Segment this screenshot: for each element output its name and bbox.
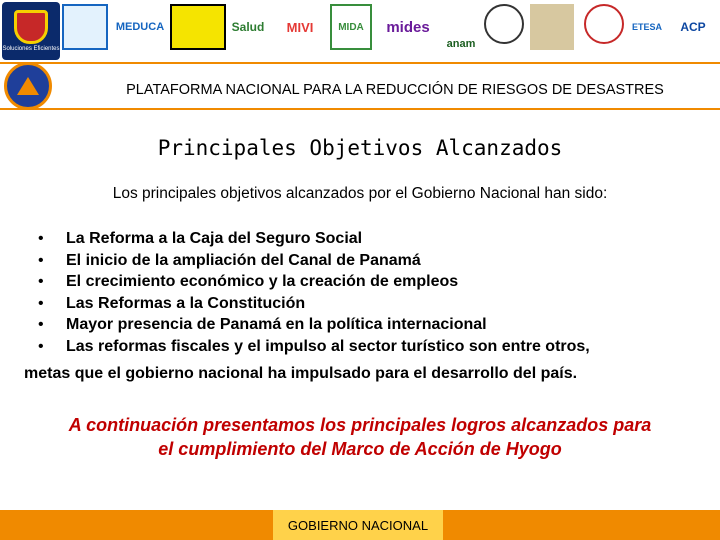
etesa-logo: ETESA (631, 22, 662, 32)
government-logo-caption: Soluciones Eficientes (2, 46, 60, 52)
header-title: PLATAFORMA NACIONAL PARA LA REDUCCIÓN DE RIESGOS DE DESASTRES (126, 82, 664, 98)
list-item: • Las reformas fiscales y el impulso al sector turístico son entre otros, (38, 336, 718, 358)
salud-logo: Salud (231, 20, 265, 34)
intro-text: Los principales objetivos alcanzados por el Gobierno Nacional han sido: (112, 185, 608, 202)
page-title: Principales Objetivos Alcanzados (157, 136, 563, 160)
bullet-icon: • (38, 337, 44, 355)
footer-bar (0, 510, 720, 540)
footer-label: GOBIERNO NACIONAL (273, 510, 443, 540)
list-item: • El crecimiento económico y la creación de empleos (38, 271, 718, 293)
acp-logo: ACP (680, 20, 706, 34)
list-item: • La Reforma a la Caja del Seguro Social (38, 228, 718, 250)
list-item: • Las Reformas a la Constitución (38, 293, 718, 315)
meduca-logo: MEDUCA (115, 21, 165, 33)
bullet-icon: • (38, 251, 44, 269)
mides-logo: mides (386, 18, 430, 36)
mida-logo: MIDA (330, 4, 372, 50)
bullet-icon: • (38, 294, 44, 312)
highlight-text (0, 413, 720, 461)
header-band (0, 62, 720, 110)
highlight-line: A continuación presentamos los principales logros alcanzados para (68, 415, 652, 435)
logo-strip (0, 0, 720, 62)
sinaproc-logo (62, 4, 108, 50)
bullet-icon: • (38, 230, 44, 247)
coat-of-arms-icon (14, 10, 48, 44)
list-item: • Mayor presencia de Panamá en la política internacional (38, 314, 718, 336)
list-item: • El inicio de la ampliación del Canal de Panamá (38, 250, 718, 272)
objectives-list (38, 228, 718, 357)
government-logo (2, 2, 60, 60)
bullet-icon: • (38, 316, 44, 333)
highlight-line: el cumplimiento del Marco de Acción de Hyogo (158, 439, 562, 459)
bullet-icon: • (38, 273, 44, 290)
up-logo (584, 4, 624, 44)
continuation-text: metas que el gobierno nacional ha impulsado para el desarrollo del país. (24, 365, 578, 382)
triangle-icon (17, 77, 39, 95)
anam-logo: anam (446, 38, 476, 50)
mop-logo (170, 4, 226, 50)
igg-logo (530, 4, 574, 50)
mivi-logo: MIVI (286, 19, 314, 35)
css-logo (484, 4, 524, 44)
civil-protection-emblem (4, 62, 52, 110)
